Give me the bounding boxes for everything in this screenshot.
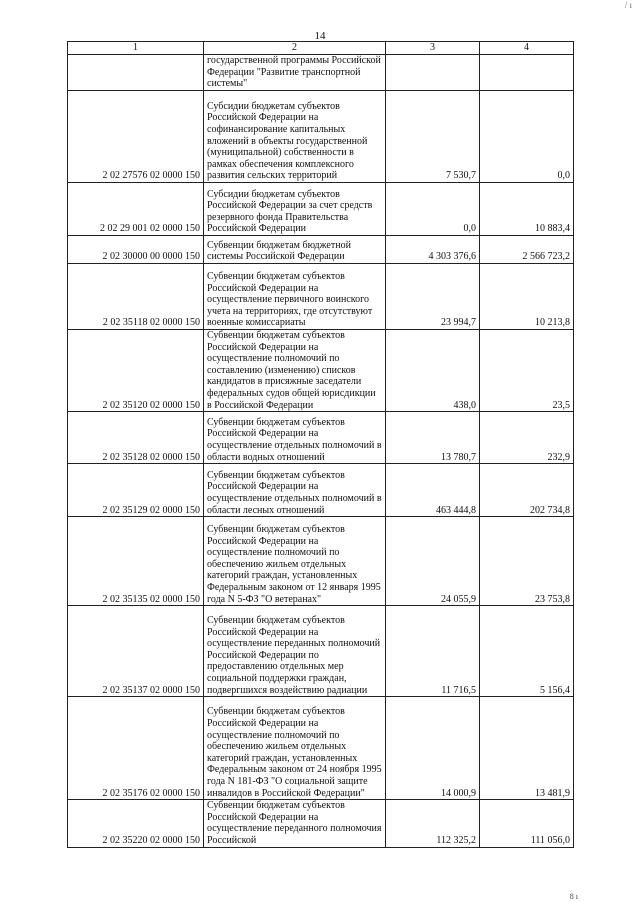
value-actual-cell: 5 156,4 (480, 606, 574, 697)
item-name-cell: государственной программы Российской Федерации "Развитие транспортной системы" (204, 55, 386, 91)
value-actual-cell: 0,0 (480, 91, 574, 183)
value-plan-cell: 463 444,8 (386, 464, 480, 517)
budget-table (67, 41, 574, 848)
item-name-cell: Субвенции бюджетам субъектов Российской Федерации на осуществление переданных полномочий Российской Федерации по предоставлению отдельных мер социальной поддержки граждан, подвергшихся воздействию радиации (204, 606, 386, 697)
value-actual-cell (480, 55, 574, 91)
value-actual-cell: 232,9 (480, 412, 574, 464)
value-actual-cell: 23 753,8 (480, 517, 574, 606)
value-plan-cell: 23 994,7 (386, 264, 480, 330)
value-actual-cell: 23,5 (480, 330, 574, 412)
budget-code-cell: 2 02 35220 02 0000 150 (68, 800, 204, 847)
budget-code-cell: 2 02 35135 02 0000 150 (68, 517, 204, 606)
value-plan-cell (386, 55, 480, 91)
column-header: 2 (204, 42, 386, 55)
value-plan-cell: 438,0 (386, 330, 480, 412)
item-name-cell: Субвенции бюджетам субъектов Российской Федерации на осуществление переданного полномочия Российской (204, 800, 386, 847)
value-actual-cell: 2 566 723,2 (480, 236, 574, 264)
value-actual-cell: 10 213,8 (480, 264, 574, 330)
budget-code-cell: 2 02 35129 02 0000 150 (68, 464, 204, 517)
value-actual-cell: 10 883,4 (480, 183, 574, 236)
table-row (68, 236, 574, 264)
header-row (68, 42, 574, 55)
table-row (68, 697, 574, 800)
table-row (68, 800, 574, 847)
table-row (68, 330, 574, 412)
value-plan-cell: 4 303 376,6 (386, 236, 480, 264)
item-name-cell: Субвенции бюджетам субъектов Российской Федерации на осуществление полномочий по составлению (изменению) списков кандидатов в присяжные заседатели федеральных судов общей юрисдикции в Российской Федерации (204, 330, 386, 412)
column-header: 1 (68, 42, 204, 55)
budget-code-cell (68, 55, 204, 91)
value-plan-cell: 11 716,5 (386, 606, 480, 697)
value-plan-cell: 13 780,7 (386, 412, 480, 464)
item-name-cell: Субвенции бюджетам субъектов Российской Федерации на осуществление полномочий по обеспечению жильем отдельных категорий граждан, установленных Федеральным законом от 24 ноября 1995 года N 181-ФЗ "О социальной защите инвалидов в Российской Федерации" (204, 697, 386, 800)
table-row (68, 55, 574, 91)
budget-code-cell: 2 02 35137 02 0000 150 (68, 606, 204, 697)
table-row (68, 264, 574, 330)
table-row (68, 91, 574, 183)
table-row (68, 517, 574, 606)
value-plan-cell: 0,0 (386, 183, 480, 236)
budget-code-cell: 2 02 29 001 02 0000 150 (68, 183, 204, 236)
page-number: 14 (314, 30, 326, 42)
value-plan-cell: 7 530,7 (386, 91, 480, 183)
budget-code-cell: 2 02 30000 00 0000 150 (68, 236, 204, 264)
value-plan-cell: 14 000,9 (386, 697, 480, 800)
table-row (68, 183, 574, 236)
item-name-cell: Субвенции бюджетам субъектов Российской Федерации на осуществление отдельных полномочий в области водных отношений (204, 412, 386, 464)
value-actual-cell: 202 734,8 (480, 464, 574, 517)
footer-mark: 8 ı (569, 892, 578, 901)
item-name-cell: Субвенции бюджетам бюджетной системы Российской Федерации (204, 236, 386, 264)
table-row (68, 606, 574, 697)
item-name-cell: Субсидии бюджетам субъектов Российской Федерации за счет средств резервного фонда Правительства Российской Федерации (204, 183, 386, 236)
item-name-cell: Субсидии бюджетам субъектов Российской Федерации на софинансирование капитальных вложений в объекты государственной (муниципальной) собственности в рамках обеспечения комплексного развития сельских территорий (204, 91, 386, 183)
value-plan-cell: 24 055,9 (386, 517, 480, 606)
item-name-cell: Субвенции бюджетам субъектов Российской Федерации на осуществление отдельных полномочий в области лесных отношений (204, 464, 386, 517)
budget-code-cell: 2 02 35120 02 0000 150 (68, 330, 204, 412)
value-plan-cell: 112 325,2 (386, 800, 480, 847)
value-actual-cell: 13 481,9 (480, 697, 574, 800)
budget-code-cell: 2 02 35118 02 0000 150 (68, 264, 204, 330)
budget-code-cell: 2 02 35176 02 0000 150 (68, 697, 204, 800)
budget-code-cell: 2 02 35128 02 0000 150 (68, 412, 204, 464)
budget-code-cell: 2 02 27576 02 0000 150 (68, 91, 204, 183)
column-header: 4 (480, 42, 574, 55)
table-row (68, 412, 574, 464)
item-name-cell: Субвенции бюджетам субъектов Российской Федерации на осуществление первичного воинского учета на территориях, где отсутствуют военные комиссариаты (204, 264, 386, 330)
corner-mark: / ı (624, 0, 632, 10)
table-row (68, 464, 574, 517)
item-name-cell: Субвенции бюджетам субъектов Российской Федерации на осуществление полномочий по обеспечению жильем отдельных категорий граждан, установленных Федеральным законом от 12 января 1995 года N 5-ФЗ "О ветеранах" (204, 517, 386, 606)
column-header: 3 (386, 42, 480, 55)
value-actual-cell: 111 056,0 (480, 800, 574, 847)
